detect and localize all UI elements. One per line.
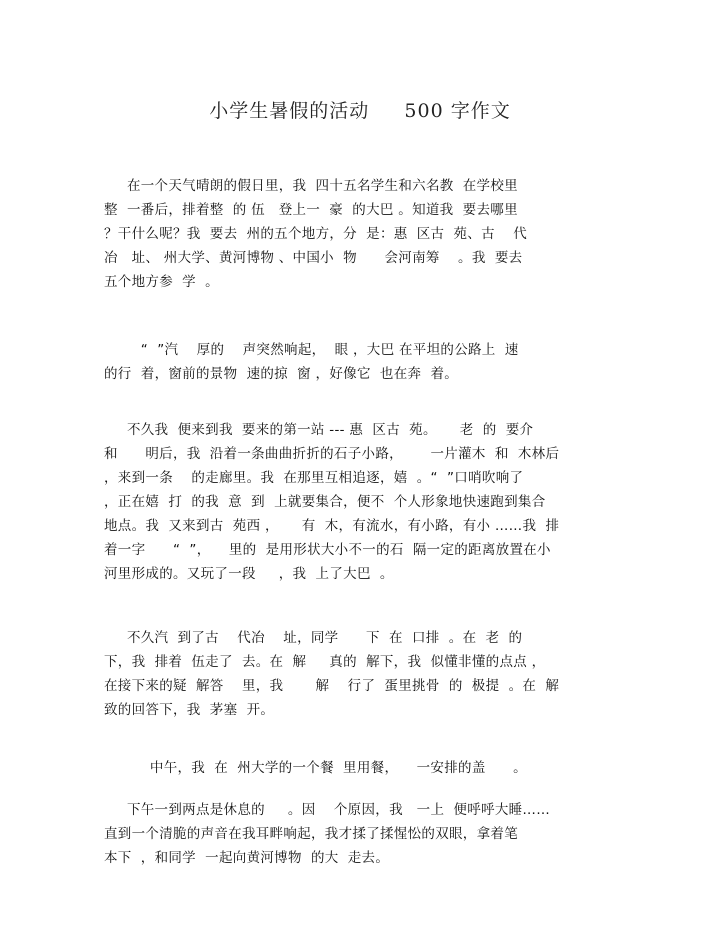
paragraph-4 [104,626,584,722]
paragraph-5 [104,756,584,780]
text-line: ，正在嬉 打 的我 意 到 上就要集合，便不 个人形象地快速跑到集合 [104,494,546,510]
text-line: ？干什么呢？我 要去 州的五个地方，分 是：惠 区古 苑、古 代 [104,226,528,242]
text-line: 在接下来的疑 解答 里，我 解 行了 蛋里挑骨 的 极提 。在 解 [104,678,560,694]
text-line: 河里形成的。又玩了一段 ，我 上了大巴 。 [104,566,394,582]
paragraph-6 [104,798,584,870]
paragraph-2 [104,338,584,386]
text-line: 五个地方参 学 。 [104,274,219,290]
text-line: 着一字 “ ”， 里的 是用形状大小不一的石 隔一定的距离放置在小 [104,542,551,558]
text-line: 直到一个清脆的声音在我耳畔响起，我才揉了揉惺忪的双眼，拿着笔 [104,826,518,842]
text-line: 致的回答下，我 茅塞 开。 [104,702,275,718]
text-line: 整 一番后，排着整 的 伍 登上一 豪 的大巴 。知道我 要去哪里 [104,202,518,218]
paragraph-3 [104,418,584,586]
text-line: 中午，我 在 州大学的一个餐 里用餐， 一安排的盖 。 [104,760,527,776]
text-line: 在一个天气晴朗的假日里，我 四十五名学生和六名教 在学校里 [104,178,518,194]
text-line: ，来到一条 的走廊里。我 在那里互相追逐，嬉 。“ ”口哨吹响了 [104,470,524,486]
text-line: 不久汽 到了古 代冶 址，同学 下 在 口排 。在 老 的 [104,630,523,646]
text-line: 不久我 便来到我 要来的第一站 --- 惠 区古 苑。 老 的 要介 [104,422,534,438]
text-line: 下，我 排着 伍走了 去。在 解 真的 解下，我 似懂非懂的点点 ， [104,654,546,670]
text-line: 下午一到两点是休息的 。因 个原因，我 一上 便呼呼大睡…… [104,802,551,818]
text-line: 的行 着，窗前的景物 速的掠 窗 ，好像它 也在奔 着。 [104,366,459,382]
document-title: 小学生暑假的活动 500 字作文 [209,100,511,122]
text-line: 和 明后，我 沿着一条曲曲折折的石子小路， 一片灌木 和 木林后 [104,446,560,462]
text-line: 本下 ，和同学 一起向黄河博物 的大 走去。 [104,850,390,866]
text-line: 冶 址、 州大学、黄河博物 、中国小 物 会河南筹 。我 要去 [104,250,523,266]
text-line: 地点。我 又来到古 苑西 ， 有 木，有流水，有小路，有小 ……我 排 [104,518,560,534]
text-line: “ ”汽 厚的 声突然响起， 眼 ，大巴 在平坦的公路上 速 [104,342,519,358]
paragraph-1 [104,174,584,294]
